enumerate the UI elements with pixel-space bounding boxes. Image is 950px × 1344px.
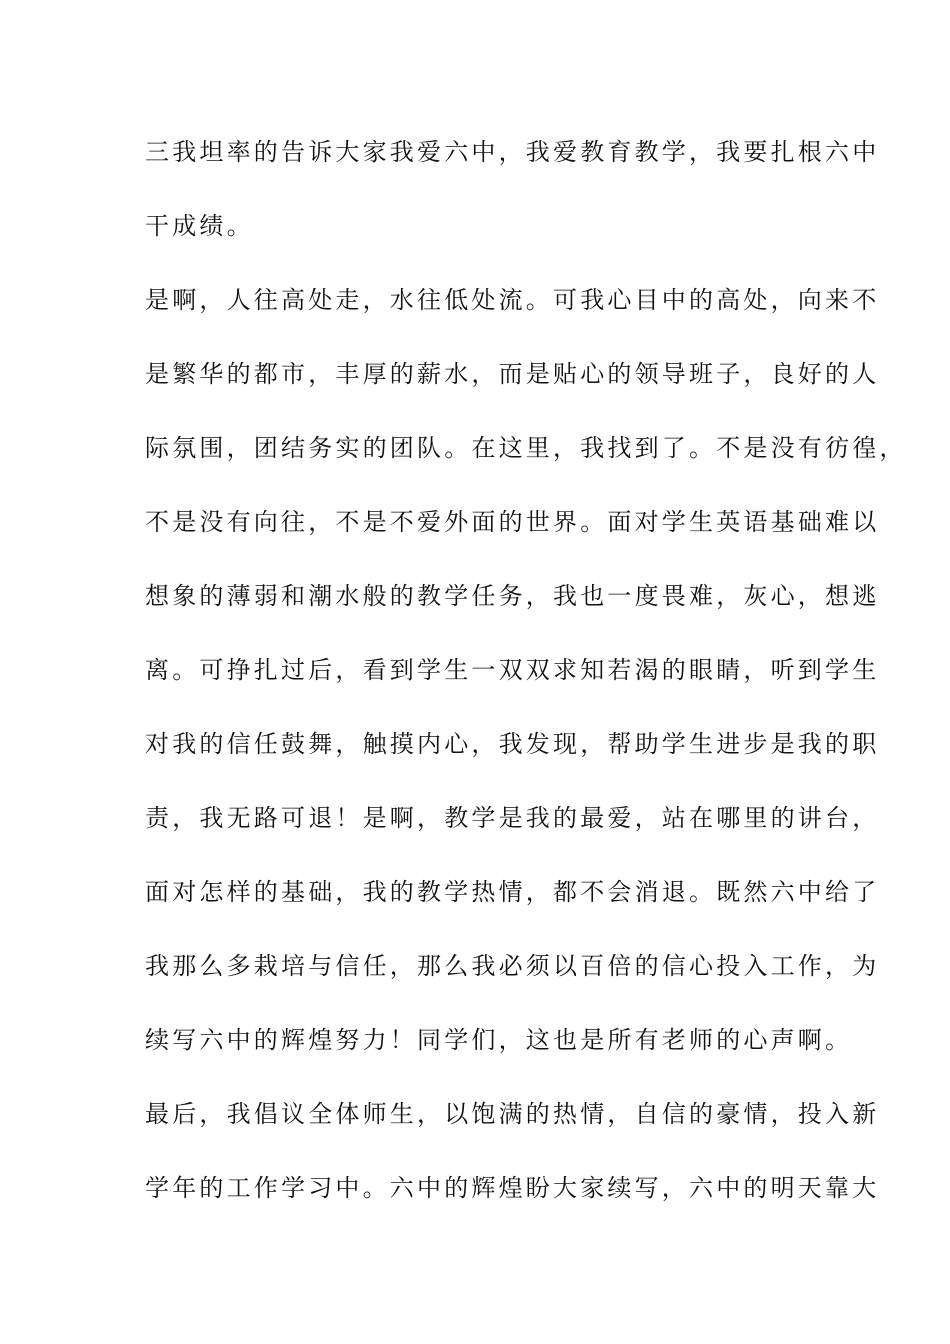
text-line: 学年的工作学习中。六中的辉煌盼大家续写，六中的明天靠大 — [145, 1174, 880, 1202]
text-line: 最后，我倡议全体师生，以饱满的热情，自信的豪情，投入新 — [145, 1100, 880, 1128]
text-line: 干成绩。 — [145, 212, 254, 240]
text-line: 续写六中的辉煌努力！同学们，这也是所有老师的心声啊。 — [145, 1026, 853, 1054]
text-line: 离。可挣扎过后，看到学生一双双求知若渴的眼睛，听到学生 — [145, 656, 880, 684]
text-line: 对我的信任鼓舞，触摸内心，我发现，帮助学生进步是我的职 — [145, 730, 880, 758]
text-line: 不是没有向往，不是不爱外面的世界。面对学生英语基础难以 — [145, 508, 880, 536]
text-line: 责，我无路可退！是啊，教学是我的最爱，站在哪里的讲台， — [145, 804, 880, 832]
text-line: 想象的薄弱和潮水般的教学任务，我也一度畏难，灰心，想逃 — [145, 582, 880, 610]
text-line: 我那么多栽培与信任，那么我必须以百倍的信心投入工作，为 — [145, 952, 880, 980]
text-line: 际氛围，团结务实的团队。在这里，我找到了。不是没有彷徨， — [145, 434, 907, 462]
text-line: 是繁华的都市，丰厚的薪水，而是贴心的领导班子，良好的人 — [145, 360, 880, 388]
text-line: 三我坦率的告诉大家我爱六中，我爱教育教学，我要扎根六中 — [145, 138, 880, 166]
text-line: 面对怎样的基础，我的教学热情，都不会消退。既然六中给了 — [145, 878, 880, 906]
text-line: 是啊，人往高处走，水往低处流。可我心目中的高处，向来不 — [145, 286, 880, 314]
